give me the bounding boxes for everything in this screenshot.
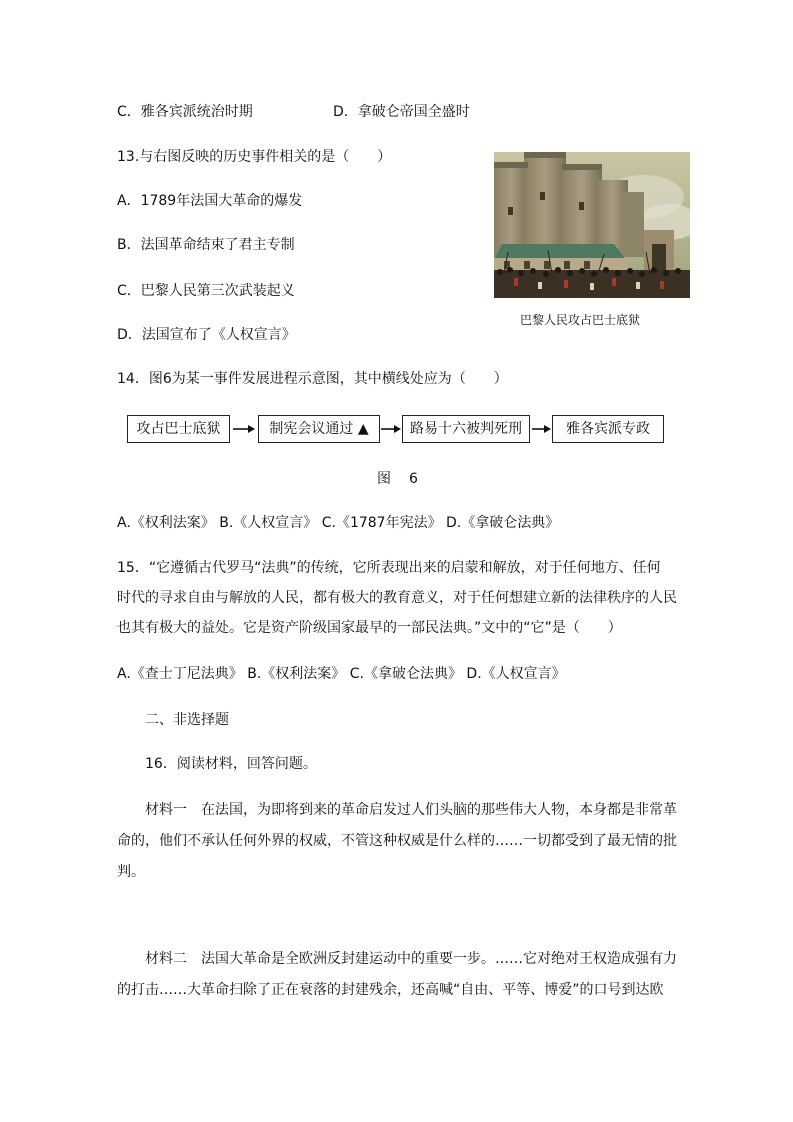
- q13-option-c: C．巴黎人民第三次武装起义: [117, 283, 295, 299]
- q13-option-d: D．法国宣布了《人权宣言》: [117, 327, 296, 343]
- figure-label: 图 6: [377, 471, 420, 487]
- material-1: 材料一 在法国，为即将到来的革命启发过人们头脑的那些伟大人物，本身都是非常革命的，他们不承认任何外界的权威，不管这种权威是什么样的……一切都受到了最无情的批判。: [117, 802, 677, 880]
- q15-stem-line-2: 时代的寻求自由与解放的人民，都有极大的教育意义，对于任何想建立新的法律秩序的人民: [117, 590, 677, 606]
- section-heading: 二、非选择题: [145, 712, 229, 728]
- q14-options: A.《权利法案》 B.《人权宣言》 C.《1787年宪法》 D.《拿破仑法典》: [117, 515, 560, 531]
- flow-arrow-icon: [232, 423, 256, 435]
- flow-step-1: 攻占巴士底狱: [127, 415, 230, 443]
- flow-step-2: 制宪会议通过 ▲: [258, 415, 380, 443]
- q13-option-b: B．法国革命结束了君主专制: [117, 237, 295, 253]
- q16-stem: 16．阅读材料，回答问题。: [145, 756, 317, 772]
- q14-stem: 14．图6为某一事件发展进程示意图，其中横线处应为（ ）: [117, 371, 508, 387]
- flow-step-4: 雅各宾派专政: [552, 415, 664, 443]
- q15-stem-line-1: 15．“它遵循古代罗马“法典”的传统，它所表现出来的启蒙和解放，对于任何地方、任何: [117, 560, 661, 576]
- q15-stem-line-3: 也其有极大的益处。它是资产阶级国家最早的一部民法典。”文中的“它”是（ ）: [117, 620, 622, 636]
- q13-stem: 13.与右图反映的历史事件相关的是（ ）: [117, 149, 392, 165]
- q13-option-a: A．1789年法国大革命的爆发: [117, 193, 303, 209]
- flow-arrow-icon: [531, 423, 552, 435]
- material-2: 材料二 法国大革命是全欧洲反封建运动中的重要一步。……它对绝对王权造成强有力的打击……大革命扫除了正在衰落的封建残余，还高喊“自由、平等、博爱”的口号到达欧: [117, 951, 677, 998]
- q13-image-caption: 巴黎人民攻占巴士底狱: [520, 313, 641, 327]
- q15-options: A.《查士丁尼法典》 B.《权利法案》 C.《拿破仑法典》 D.《人权宣言》: [117, 666, 566, 682]
- bastille-painting: [494, 152, 690, 298]
- flow-step-3: 路易十六被判死刑: [402, 415, 530, 443]
- q12-option-d: D．拿破仑帝国全盛时: [333, 104, 470, 120]
- q12-option-c: C．雅各宾派统治时期: [117, 104, 253, 120]
- flow-arrow-icon: [380, 423, 402, 435]
